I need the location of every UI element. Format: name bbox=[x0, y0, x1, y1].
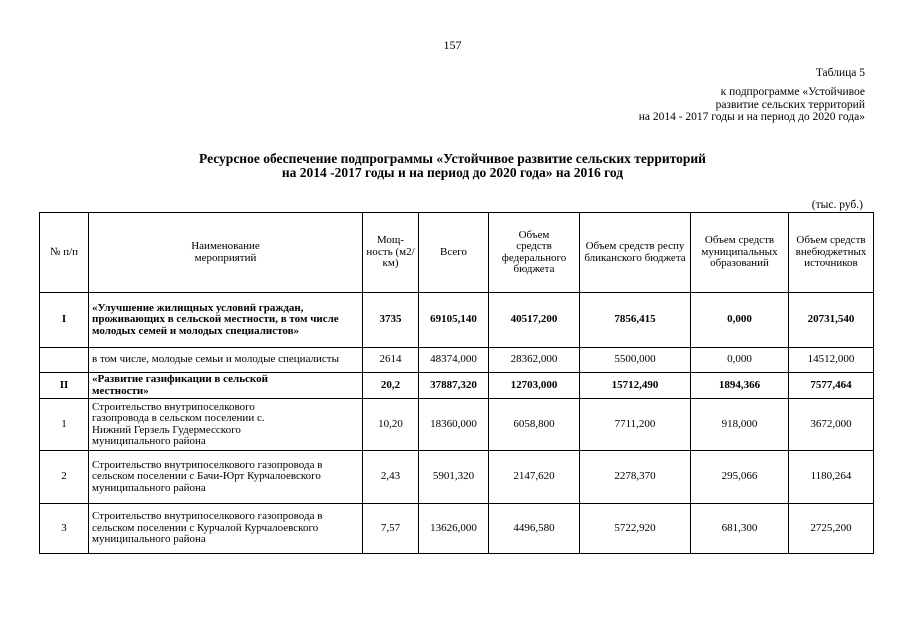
row-name: в том числе, молодые семьи и молодые специалисты bbox=[89, 348, 363, 373]
subprogram-ref-line: на 2014 - 2017 годы и на период до 2020 года» bbox=[638, 111, 865, 123]
row-total: 13626,000 bbox=[419, 504, 489, 554]
row-num bbox=[40, 348, 89, 373]
subprogram-reference bbox=[639, 86, 865, 124]
row-republic: 7711,200 bbox=[580, 399, 691, 451]
row-federal: 2147,620 bbox=[489, 451, 580, 504]
row-total: 48374,000 bbox=[419, 348, 489, 373]
header-capacity: Мощ-ность (м2/км) bbox=[363, 213, 419, 293]
row-capacity: 20,2 bbox=[363, 373, 419, 399]
row-name: Строительство внутрипоселкового газопровода в сельском поселении с Курчалой Курчалоевского муниципального района bbox=[89, 504, 363, 554]
resource-table bbox=[39, 212, 874, 554]
row-extra: 1180,264 bbox=[789, 451, 874, 504]
row-extra: 20731,540 bbox=[789, 293, 874, 348]
table-label: Таблица 5 bbox=[815, 67, 865, 79]
header-name: Наименование мероприятий bbox=[89, 213, 363, 293]
row-municipal: 918,000 bbox=[691, 399, 789, 451]
row-municipal: 0,000 bbox=[691, 293, 789, 348]
row-capacity: 3735 bbox=[363, 293, 419, 348]
row-total: 69105,140 bbox=[419, 293, 489, 348]
row-republic: 7856,415 bbox=[580, 293, 691, 348]
table-row bbox=[40, 451, 874, 504]
row-federal: 40517,200 bbox=[489, 293, 580, 348]
table-row bbox=[40, 399, 874, 451]
table-row bbox=[40, 373, 874, 399]
row-name: Строительство внутрипоселкового газопровода в сельском поселении с Бачи-Юрт Курчалоевского муниципального района bbox=[89, 451, 363, 504]
row-federal: 12703,000 bbox=[489, 373, 580, 399]
document-title bbox=[0, 152, 905, 180]
table-row bbox=[40, 504, 874, 554]
row-municipal: 295,066 bbox=[691, 451, 789, 504]
header-republic: Объем средств республиканского бюджета bbox=[580, 213, 691, 293]
page-number: 157 bbox=[443, 38, 462, 52]
row-republic: 2278,370 bbox=[580, 451, 691, 504]
row-num: 2 bbox=[40, 451, 89, 504]
subprogram-ref-line: развитие сельских территорий bbox=[715, 98, 865, 111]
title-line: на 2014 -2017 годы и на период до 2020 года» на 2016 год bbox=[281, 165, 624, 180]
row-num: 1 bbox=[40, 399, 89, 451]
header-municipal: Объем средств муниципальных образований bbox=[691, 213, 789, 293]
row-municipal: 1894,366 bbox=[691, 373, 789, 399]
row-capacity: 7,57 bbox=[363, 504, 419, 554]
header-total: Всего bbox=[419, 213, 489, 293]
row-num: I bbox=[40, 293, 89, 348]
row-capacity: 2,43 bbox=[363, 451, 419, 504]
title-line: Ресурсное обеспечение подпрограммы «Устойчивое развитие сельских территорий bbox=[199, 151, 706, 166]
row-republic: 5722,920 bbox=[580, 504, 691, 554]
row-federal: 4496,580 bbox=[489, 504, 580, 554]
row-republic: 15712,490 bbox=[580, 373, 691, 399]
row-municipal: 681,300 bbox=[691, 504, 789, 554]
row-num: II bbox=[40, 373, 89, 399]
header-num: № п/п bbox=[40, 213, 89, 293]
row-republic: 5500,000 bbox=[580, 348, 691, 373]
row-name: «Развитие газификации в сельской местности» bbox=[89, 373, 363, 399]
row-federal: 6058,800 bbox=[489, 399, 580, 451]
row-name: «Улучшение жилищных условий граждан, проживающих в сельской местности, в том числе молодых семей и молодых специалистов» bbox=[89, 293, 363, 348]
row-extra: 2725,200 bbox=[789, 504, 874, 554]
units-label: (тыс. руб.) bbox=[811, 199, 863, 211]
table-row bbox=[40, 293, 874, 348]
row-extra: 7577,464 bbox=[789, 373, 874, 399]
row-municipal: 0,000 bbox=[691, 348, 789, 373]
row-name: Строительство внутрипоселкового газопровода в сельском поселении с. Нижний Герзель Гудермесского муниципального района bbox=[89, 399, 363, 451]
table-row bbox=[40, 348, 874, 373]
header-extra: Объем средств внебюджетных источников bbox=[789, 213, 874, 293]
row-extra: 3672,000 bbox=[789, 399, 874, 451]
row-total: 5901,320 bbox=[419, 451, 489, 504]
header-federal: Объем средств федерального бюджета bbox=[489, 213, 580, 293]
row-total: 18360,000 bbox=[419, 399, 489, 451]
row-extra: 14512,000 bbox=[789, 348, 874, 373]
row-federal: 28362,000 bbox=[489, 348, 580, 373]
subprogram-ref-line: к подпрограмме «Устойчивое bbox=[720, 86, 865, 98]
row-capacity: 10,20 bbox=[363, 399, 419, 451]
row-total: 37887,320 bbox=[419, 373, 489, 399]
row-capacity: 2614 bbox=[363, 348, 419, 373]
row-num: 3 bbox=[40, 504, 89, 554]
table-header-row bbox=[40, 213, 874, 293]
